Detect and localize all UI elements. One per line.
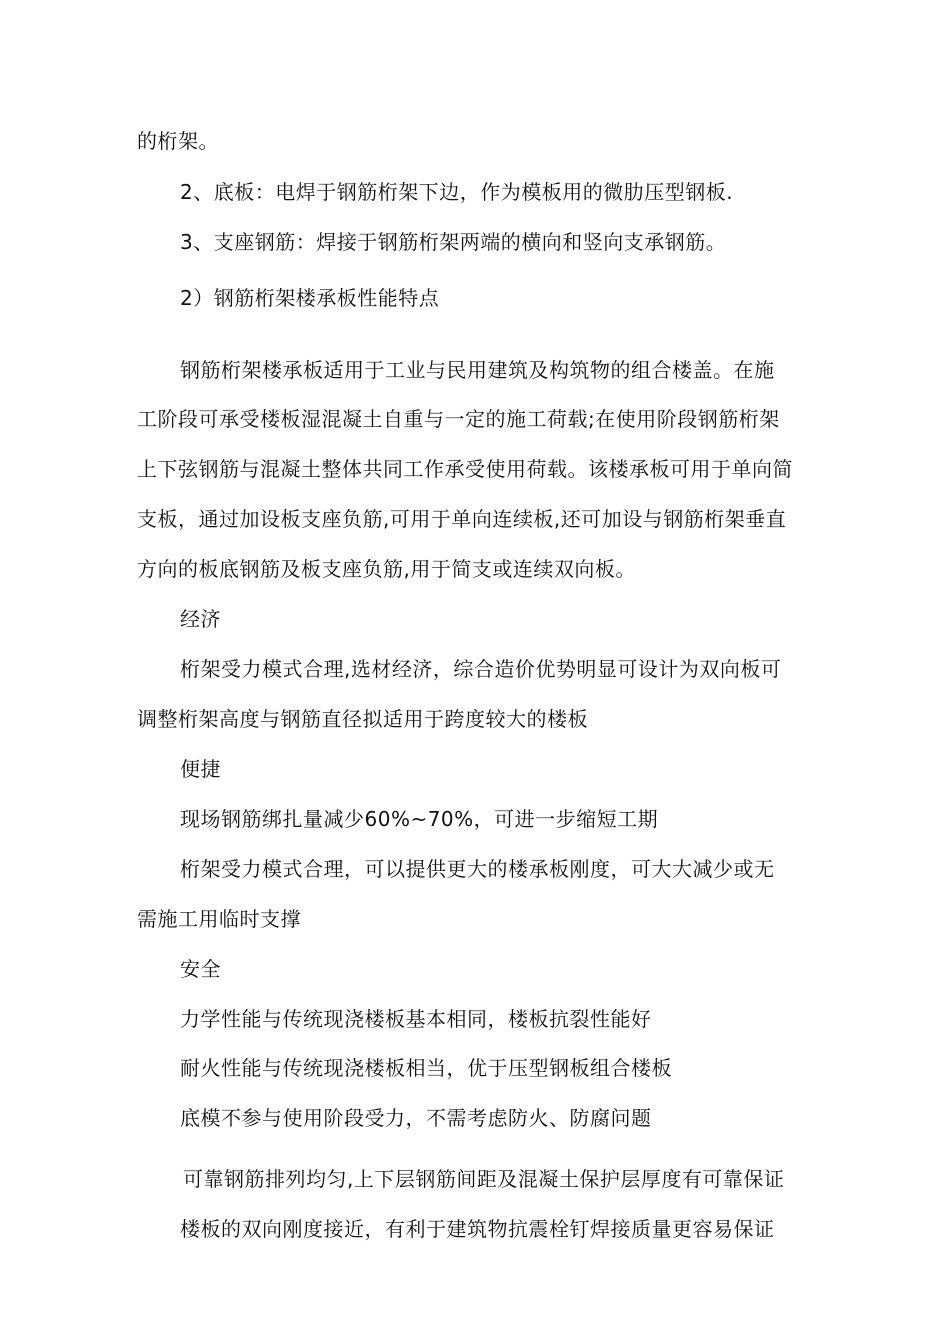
paragraph-line-4: 支板，通过加设板支座负筋,可用于单向连续板,还可加设与钢筋桁架垂直 — [137, 507, 787, 531]
paragraph-line-1: 钢筋桁架楼承板适用于工业与民用建筑及构筑物的组合楼盖。在施 — [180, 358, 775, 382]
safety-line-3: 底模不参与使用阶段受力，不需考虑防火、防腐问题 — [180, 1106, 652, 1130]
convenience-line-3: 需施工用临时支撑 — [137, 907, 301, 931]
paragraph-line-5: 方向的板底钢筋及板支座负筋,用于简支或连续双向板。 — [137, 557, 636, 581]
text-line-support-rebar: 3、支座钢筋：焊接于钢筋桁架两端的横向和竖向支承钢筋。 — [180, 230, 727, 254]
subheading-convenience: 便捷 — [180, 757, 221, 781]
economy-line-2: 调整桁架高度与钢筋直径拟适用于跨度较大的楼板 — [137, 707, 588, 731]
subheading-economy: 经济 — [180, 607, 221, 631]
text-line-bottom-plate: 2、底板：电焊于钢筋桁架下边，作为模板用的微肋压型钢板. — [180, 180, 734, 204]
convenience-line-1: 现场钢筋绑扎量减少60%~70%，可进一步缩短工期 — [180, 807, 659, 831]
text-line-truss-end: 的桁架。 — [137, 129, 219, 153]
safety-line-1: 力学性能与传统现浇楼板基本相同，楼板抗裂性能好 — [180, 1007, 652, 1031]
paragraph-line-2: 工阶段可承受楼板湿混凝土自重与一定的施工荷载;在使用阶段钢筋桁架 — [137, 407, 780, 431]
paragraph-line-3: 上下弦钢筋与混凝土整体共同工作承受使用荷载。该楼承板可用于单向简 — [137, 457, 793, 481]
reliability-line-1: 可靠钢筋排列均匀,上下层钢筋间距及混凝土保护层厚度有可靠保证 — [183, 1167, 785, 1191]
subheading-safety: 安全 — [180, 957, 221, 981]
reliability-line-2: 楼板的双向刚度接近，有利于建筑物抗震栓钉焊接质量更容易保证 — [180, 1217, 775, 1241]
safety-line-2: 耐火性能与传统现浇楼板相当，优于压型钢板组合楼板 — [180, 1056, 672, 1080]
economy-line-1: 桁架受力模式合理,选材经济，综合造价优势明显可设计为双向板可 — [180, 657, 782, 681]
convenience-line-2: 桁架受力模式合理，可以提供更大的楼承板刚度，可大大减少或无 — [180, 857, 775, 881]
section-heading-performance: 2）钢筋桁架楼承板性能特点 — [180, 286, 440, 310]
